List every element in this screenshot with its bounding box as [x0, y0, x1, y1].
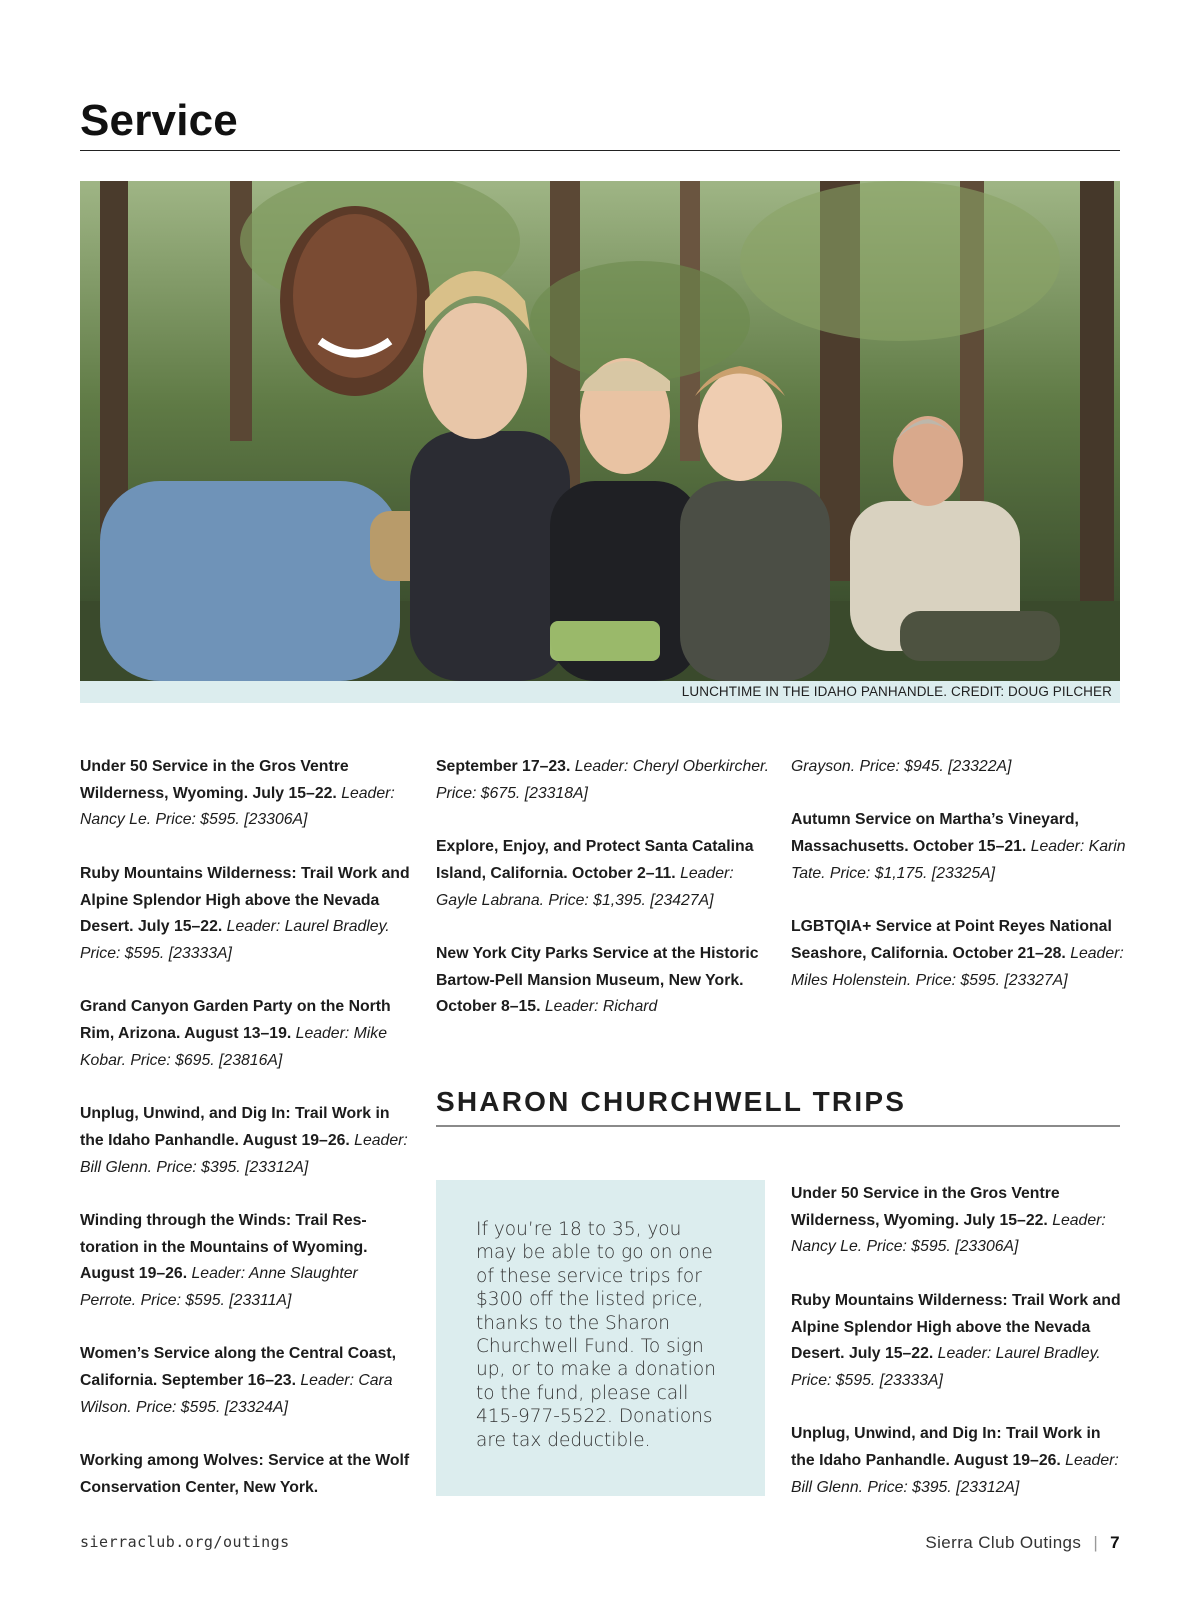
footer-publication [925, 1533, 1120, 1553]
group-photo [80, 181, 1120, 681]
publication-name: Sierra Club Outings [925, 1533, 1082, 1552]
photo-caption-bar [80, 681, 1120, 703]
trip-entry: Unplug, Unwind, and Dig In: Trail Work in the Idaho Panhandle. August 19–26. Leader: Bill Glenn. Price: $395. [23312A] [791, 1425, 1119, 1496]
callout-text: If you’re 18 to 35, you may be able to go on one of these service trips for $300 off the listed price, thanks to the Sharon Churchwell Fund. To sign up, or to make a donation to the fund, please call 415-977-5522. Donations are tax deductible. [476, 1219, 716, 1451]
trip-column-2 [436, 754, 771, 1048]
trip-entry: Working among Wolves: Service at the Wolf Conservation Center, New York. [80, 1452, 410, 1496]
trip-column-1 [80, 754, 415, 1528]
footer-separator: | [1093, 1533, 1099, 1552]
title-divider [80, 150, 1120, 151]
page-number: 7 [1110, 1533, 1120, 1552]
trip-entry: September 17–23. Leader: Cheryl Oberkircher. Price: $675. [23318A] [436, 758, 770, 802]
section-heading: SHARON CHURCHWELL TRIPS [436, 1086, 907, 1117]
trip-entry: Grand Canyon Garden Party on the North Rim, Arizona. August 13–19. Leader: Mike Kobar. Price: $695. [23816A] [80, 998, 391, 1069]
trip-entry: Under 50 Service in the Gros Ventre Wilderness, Wyoming. July 15–22. Leader: Nancy Le. Price: $595. [23306A] [80, 758, 395, 829]
trip-entry: Ruby Mountains Wilderness: Trail Work and Alpine Splendor High above the Nevada Desert. July 15–22. Leader: Laurel Bradley. Price: $595. [23333A] [80, 864, 410, 962]
section-divider [436, 1125, 1120, 1127]
trip-entry: Ruby Mountains Wilderness: Trail Work and Alpine Splendor High above the Nevada Desert. July 15–22. Leader: Laurel Bradley. Price: $595. [23333A] [791, 1291, 1121, 1389]
trip-entry: Autumn Service on Martha’s Vineyard, Massachusetts. October 15–21. Leader: Karin Tate. Price: $1,175. [23325A] [791, 811, 1126, 882]
trip-entry: Women’s Service along the Central Coast, California. September 16–23. Leader: Cara Wilson. Price: $595. [23324A] [80, 1345, 397, 1416]
trip-entry: Grayson. Price: $945. [23322A] [791, 758, 1012, 775]
trip-entry: Unplug, Unwind, and Dig In: Trail Work in the Idaho Panhandle. August 19–26. Leader: Bill Glenn. Price: $395. [23312A] [80, 1105, 408, 1176]
trip-entry: Explore, Enjoy, and Protect Santa Catalina Island, California. October 2–11. Leader: Gayle Labrana. Price: $1,395. [23427A] [436, 838, 754, 909]
churchwell-trip-column [791, 1181, 1126, 1528]
page-title: Service [80, 96, 238, 145]
trip-entry: LGBTQIA+ Service at Point Reyes National Seashore, California. October 21–28. Leader: Miles Holenstein. Price: $595. [23327A] [791, 918, 1124, 989]
photo-caption: LUNCHTIME IN THE IDAHO PANHANDLE. CREDIT: DOUG PILCHER [681, 684, 1112, 699]
trip-entry: Under 50 Service in the Gros Ventre Wilderness, Wyoming. July 15–22. Leader: Nancy Le. Price: $595. [23306A] [791, 1185, 1106, 1256]
footer-url[interactable]: sierraclub.org/outings [80, 1533, 290, 1551]
churchwell-callout [436, 1180, 765, 1496]
trip-entry: New York City Parks Service at the Historic Bartow-Pell Mansion Museum, New York. October 8–15. Leader: Richard [436, 944, 759, 1016]
trip-column-3 [791, 754, 1126, 1021]
trip-entry: Winding through the Winds: Trail Res-toration in the Mountains of Wyoming. August 19–26. Leader: Anne Slaughter Perrote. Price: $595. [23311A] [80, 1211, 368, 1309]
